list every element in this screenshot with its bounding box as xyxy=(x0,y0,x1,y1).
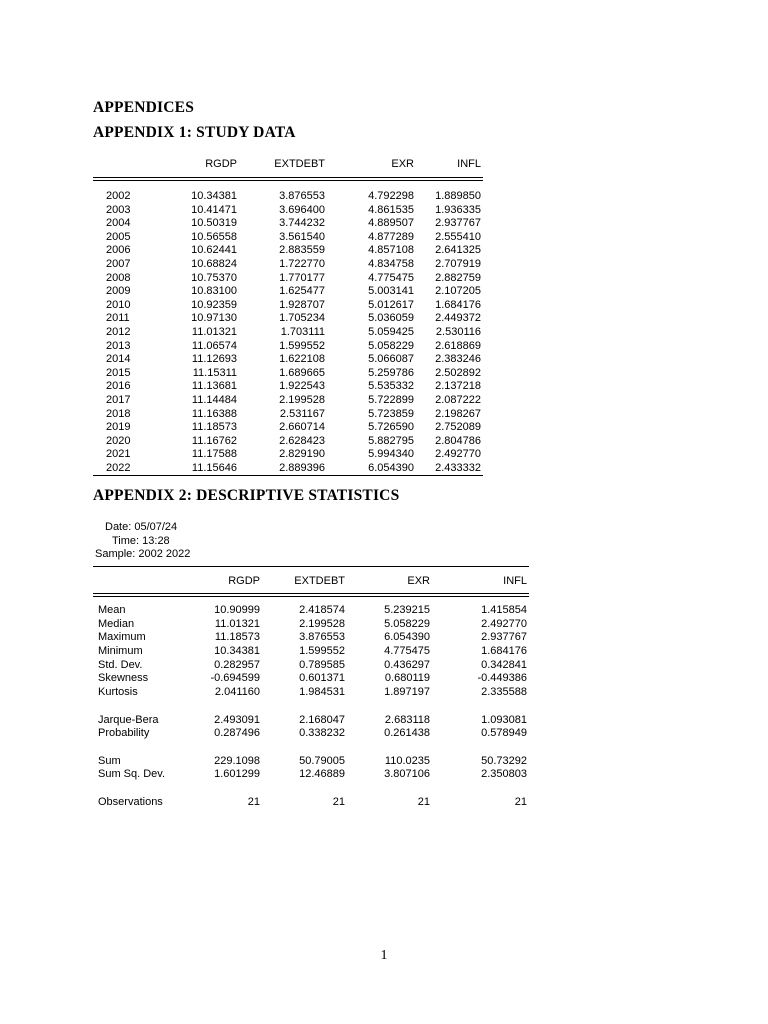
value-cell: 21 xyxy=(514,795,527,808)
value-cell: 1.770177 xyxy=(279,271,325,284)
value-cell: 0.578949 xyxy=(481,727,527,740)
value-cell: 2.683118 xyxy=(384,713,430,726)
stat-label: Sum xyxy=(98,754,121,767)
value-cell: 2.418574 xyxy=(299,604,345,616)
year-cell: 2008 xyxy=(106,271,131,284)
value-cell: 2.889396 xyxy=(279,461,325,474)
table-row xyxy=(93,408,483,422)
value-cell: 1.705234 xyxy=(279,312,325,325)
table-row xyxy=(93,244,483,258)
meta-date: Date: 05/07/24 xyxy=(105,521,178,533)
table-row xyxy=(93,231,483,245)
stat-label: Sum Sq. Dev. xyxy=(98,768,166,781)
column-header: EXR xyxy=(407,575,430,587)
column-header: RGDP xyxy=(228,575,260,587)
value-cell: 4.775475 xyxy=(368,271,414,284)
value-cell: 5.726590 xyxy=(368,421,414,434)
value-cell: 2.107205 xyxy=(435,285,481,298)
table-row xyxy=(93,258,483,272)
stat-label: Mean xyxy=(98,604,126,616)
value-cell: 1.689665 xyxy=(279,366,325,379)
value-cell: 1.936335 xyxy=(435,203,481,216)
stat-label: Observations xyxy=(98,795,163,808)
value-cell: 0.287496 xyxy=(214,727,260,740)
year-cell: 2004 xyxy=(106,217,131,230)
value-cell: -0.694599 xyxy=(210,672,260,685)
value-cell: 11.18573 xyxy=(214,631,260,644)
value-cell: 5.994340 xyxy=(368,448,414,461)
table-row xyxy=(93,217,483,231)
table-row xyxy=(93,714,529,728)
value-cell: 21 xyxy=(332,795,345,808)
column-header: INFL xyxy=(457,158,481,170)
year-cell: 2018 xyxy=(106,407,131,420)
value-cell: 5.722899 xyxy=(368,393,414,406)
year-cell: 2010 xyxy=(106,298,131,311)
study-data-header xyxy=(93,158,483,178)
value-cell: 0.680119 xyxy=(384,672,430,685)
stat-label: Skewness xyxy=(98,672,149,685)
value-cell: 10.34381 xyxy=(191,190,237,202)
year-cell: 2013 xyxy=(106,339,131,352)
year-cell: 2019 xyxy=(106,421,131,434)
value-cell: 1.622108 xyxy=(279,353,325,366)
table-row xyxy=(93,686,529,700)
value-cell: 0.342841 xyxy=(481,658,527,671)
value-cell: 11.13681 xyxy=(191,380,237,393)
year-cell: 2016 xyxy=(106,380,131,393)
value-cell: 3.561540 xyxy=(279,230,325,243)
table-row xyxy=(93,755,529,769)
table-row xyxy=(93,645,529,659)
descriptive-header xyxy=(93,567,529,594)
value-cell: 5.066087 xyxy=(368,353,414,366)
value-cell: 4.889507 xyxy=(368,217,414,230)
value-cell: 10.90999 xyxy=(214,604,260,616)
value-cell: 229.1098 xyxy=(214,754,260,767)
value-cell: 2.493091 xyxy=(214,713,260,726)
table-row xyxy=(93,190,483,204)
value-cell: 10.75370 xyxy=(191,271,237,284)
value-cell: 5.058229 xyxy=(368,339,414,352)
column-header: INFL xyxy=(503,575,527,587)
table-row xyxy=(93,340,483,354)
value-cell: 3.876553 xyxy=(299,631,345,644)
value-cell: 1.722770 xyxy=(279,257,325,270)
table-row xyxy=(93,204,483,218)
value-cell: 5.059425 xyxy=(368,325,414,338)
table-row xyxy=(93,796,529,810)
year-cell: 2011 xyxy=(106,312,130,325)
table-row xyxy=(93,462,483,476)
stat-label: Probability xyxy=(98,727,150,740)
value-cell: 4.877289 xyxy=(368,230,414,243)
stat-label: Std. Dev. xyxy=(98,658,143,671)
value-cell: 1.984531 xyxy=(299,686,345,699)
year-cell: 2006 xyxy=(106,244,131,257)
table-row xyxy=(93,435,483,449)
value-cell: 3.807106 xyxy=(384,768,430,781)
table-row xyxy=(93,380,483,394)
value-cell: 11.06574 xyxy=(191,339,237,352)
value-cell: 1.922543 xyxy=(279,380,325,393)
value-cell: 11.01321 xyxy=(191,325,237,338)
meta-time: Time: 13:28 xyxy=(112,534,170,547)
value-cell: 11.14484 xyxy=(191,393,237,406)
table-row xyxy=(93,604,529,618)
value-cell: 5.259786 xyxy=(368,366,414,379)
value-cell: 50.79005 xyxy=(299,754,345,767)
value-cell: 1.599552 xyxy=(299,645,345,658)
header-double-rule xyxy=(93,180,483,190)
value-cell: 2.335588 xyxy=(481,686,527,699)
value-cell: 2.198267 xyxy=(435,407,481,420)
heading-appendices: APPENDICES xyxy=(93,99,195,116)
value-cell: 2.628423 xyxy=(279,434,325,447)
value-cell: 50.73292 xyxy=(481,754,527,767)
value-cell: 2.137218 xyxy=(435,380,481,393)
value-cell: 4.834758 xyxy=(368,257,414,270)
value-cell: 110.0235 xyxy=(384,754,430,767)
table-row xyxy=(93,299,483,313)
value-cell: 11.01321 xyxy=(214,617,260,630)
value-cell: 10.83100 xyxy=(191,285,237,298)
value-cell: 21 xyxy=(247,795,260,808)
table-row xyxy=(93,353,483,367)
year-cell: 2003 xyxy=(106,203,131,216)
value-cell: 5.535332 xyxy=(368,380,414,393)
value-cell: 2.492770 xyxy=(481,617,527,630)
table-row xyxy=(93,421,483,435)
value-cell: 3.696400 xyxy=(279,203,325,216)
year-cell: 2012 xyxy=(106,325,131,338)
table-row xyxy=(93,272,483,286)
value-cell: 4.861535 xyxy=(368,203,414,216)
value-cell: 2.937767 xyxy=(481,631,527,644)
study-data-table xyxy=(93,158,483,476)
column-header: RGDP xyxy=(205,158,237,170)
value-cell: 0.601371 xyxy=(299,672,345,685)
year-cell: 2017 xyxy=(106,393,131,406)
table-row xyxy=(93,727,529,741)
value-cell: 12.46889 xyxy=(299,768,345,781)
table-row xyxy=(93,312,483,326)
table-row xyxy=(93,326,483,340)
value-cell: 1.897197 xyxy=(384,686,430,699)
value-cell: 2.087222 xyxy=(435,393,481,406)
stat-label: Jarque-Bera xyxy=(98,713,159,726)
value-cell: 2.555410 xyxy=(435,230,481,243)
value-cell: 0.261438 xyxy=(384,727,430,740)
year-cell: 2002 xyxy=(106,190,131,202)
value-cell: 0.789585 xyxy=(299,658,345,671)
value-cell: 2.883559 xyxy=(279,244,325,257)
value-cell: 11.16388 xyxy=(191,407,237,420)
table-row xyxy=(93,367,483,381)
value-cell: 2.804786 xyxy=(435,434,481,447)
value-cell: 0.338232 xyxy=(299,727,345,740)
value-cell: 21 xyxy=(417,795,430,808)
column-header: EXR xyxy=(391,158,414,170)
value-cell: 2.882759 xyxy=(435,271,481,284)
value-cell: 11.15311 xyxy=(192,366,237,379)
value-cell: 5.723859 xyxy=(368,407,414,420)
value-cell: 10.62441 xyxy=(191,244,237,257)
value-cell: 2.383246 xyxy=(435,353,481,366)
value-cell: 5.012617 xyxy=(368,298,414,311)
value-cell: 2.707919 xyxy=(435,257,481,270)
year-cell: 2022 xyxy=(106,461,131,474)
value-cell: 10.92359 xyxy=(191,298,237,311)
study-data-body xyxy=(93,190,483,475)
value-cell: 1.928707 xyxy=(279,298,325,311)
value-cell: 10.50319 xyxy=(191,217,237,230)
value-cell: 5.036059 xyxy=(368,312,414,325)
value-cell: 6.054390 xyxy=(384,631,430,644)
heading-appendix-2: APPENDIX 2: DESCRIPTIVE STATISTICS xyxy=(93,487,400,504)
value-cell: 3.744232 xyxy=(279,217,325,230)
page-number: 1 xyxy=(380,948,388,963)
value-cell: 1.684176 xyxy=(435,298,481,311)
table-row xyxy=(93,672,529,686)
table-row xyxy=(93,659,529,673)
value-cell: 6.054390 xyxy=(368,461,414,474)
value-cell: 1.415854 xyxy=(481,604,527,616)
descriptive-stats-table xyxy=(93,566,529,809)
table-row xyxy=(93,768,529,782)
year-cell: 2020 xyxy=(106,434,131,447)
table-bottom-rule xyxy=(93,475,483,476)
year-cell: 2021 xyxy=(106,448,131,461)
value-cell: -0.449386 xyxy=(477,672,527,685)
value-cell: 10.41471 xyxy=(191,203,237,216)
value-cell: 5.239215 xyxy=(384,604,430,616)
value-cell: 2.350803 xyxy=(481,768,527,781)
value-cell: 11.15646 xyxy=(191,461,237,474)
value-cell: 1.601299 xyxy=(214,768,260,781)
year-cell: 2009 xyxy=(106,285,131,298)
value-cell: 5.882795 xyxy=(368,434,414,447)
value-cell: 2.618869 xyxy=(435,339,481,352)
value-cell: 1.703111 xyxy=(280,325,325,338)
descriptive-meta xyxy=(95,521,190,562)
value-cell: 2.641325 xyxy=(435,244,481,257)
table-row xyxy=(93,618,529,632)
table-row xyxy=(93,631,529,645)
value-cell: 2.449372 xyxy=(435,312,481,325)
table-row xyxy=(93,285,483,299)
value-cell: 1.093081 xyxy=(481,713,527,726)
value-cell: 2.433332 xyxy=(435,461,481,474)
value-cell: 2.660714 xyxy=(279,421,325,434)
heading-appendix-1: APPENDIX 1: STUDY DATA xyxy=(93,124,296,141)
descriptive-body xyxy=(93,604,529,809)
value-cell: 10.56558 xyxy=(191,230,237,243)
value-cell: 2.531167 xyxy=(279,407,325,420)
value-cell: 11.16762 xyxy=(191,434,237,447)
value-cell: 2.199528 xyxy=(279,393,325,406)
value-cell: 11.17588 xyxy=(191,448,237,461)
value-cell: 2.492770 xyxy=(435,448,481,461)
value-cell: 2.199528 xyxy=(299,617,345,630)
stat-label: Maximum xyxy=(98,631,146,644)
table-row xyxy=(93,394,483,408)
meta-sample: Sample: 2002 2022 xyxy=(95,548,191,560)
stat-label: Kurtosis xyxy=(98,686,138,699)
value-cell: 10.97130 xyxy=(191,312,237,325)
value-cell: 2.937767 xyxy=(435,217,481,230)
value-cell: 2.168047 xyxy=(299,713,345,726)
value-cell: 1.625477 xyxy=(279,285,325,298)
year-cell: 2007 xyxy=(106,257,131,270)
year-cell: 2005 xyxy=(106,230,131,243)
value-cell: 1.889850 xyxy=(435,190,481,202)
value-cell: 4.857108 xyxy=(368,244,414,257)
value-cell: 11.12693 xyxy=(191,353,237,366)
value-cell: 4.775475 xyxy=(384,645,430,658)
value-cell: 1.684176 xyxy=(481,645,527,658)
year-cell: 2015 xyxy=(106,366,131,379)
value-cell: 5.058229 xyxy=(384,617,430,630)
year-cell: 2014 xyxy=(106,353,131,366)
value-cell: 3.876553 xyxy=(279,190,325,202)
column-header: EXTDEBT xyxy=(294,575,345,587)
table-row xyxy=(93,448,483,462)
value-cell: 10.34381 xyxy=(214,645,260,658)
value-cell: 11.18573 xyxy=(191,421,237,434)
stat-label: Minimum xyxy=(98,645,143,658)
stat-label: Median xyxy=(98,617,135,630)
column-header: EXTDEBT xyxy=(274,158,325,170)
value-cell: 2.530116 xyxy=(435,325,481,338)
value-cell: 4.792298 xyxy=(368,190,414,202)
value-cell: 1.599552 xyxy=(279,339,325,352)
value-cell: 0.282957 xyxy=(214,658,260,671)
value-cell: 2.041160 xyxy=(214,686,260,699)
value-cell: 5.003141 xyxy=(368,285,414,298)
value-cell: 2.752089 xyxy=(435,421,481,434)
value-cell: 0.436297 xyxy=(384,658,430,671)
value-cell: 2.502892 xyxy=(435,366,481,379)
value-cell: 10.68824 xyxy=(191,257,237,270)
value-cell: 2.829190 xyxy=(279,448,325,461)
